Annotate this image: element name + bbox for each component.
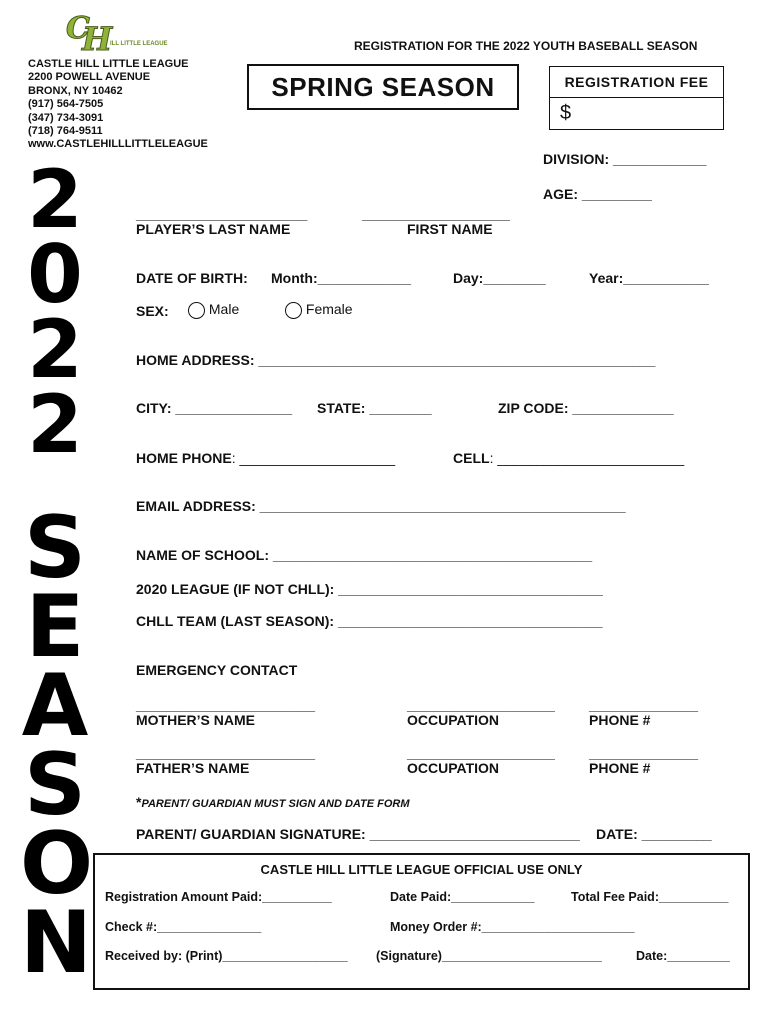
female-option[interactable] [285, 301, 353, 319]
dob-year-field[interactable]: Year:___________ [589, 270, 709, 286]
home-address-field[interactable]: HOME ADDRESS: ___________________________________________________ [136, 352, 656, 368]
season-char: N [20, 893, 92, 993]
home-phone-line[interactable]: : ____________________ [231, 450, 396, 466]
cell-field[interactable] [453, 450, 684, 466]
official-signature-field[interactable]: (Signature)_______________________ [376, 949, 602, 963]
father-occupation-line[interactable]: ___________________ [407, 745, 555, 761]
mother-name-line[interactable]: _______________________ [136, 697, 316, 713]
league-address [28, 58, 208, 152]
league-2020-field[interactable]: 2020 LEAGUE (IF NOT CHLL): __________________________________ [136, 581, 603, 597]
father-phone-label: PHONE # [589, 760, 651, 776]
mother-phone-label: PHONE # [589, 712, 651, 728]
website: www.CASTLEHILLLITTLELEAGUE [28, 138, 208, 151]
father-name-line[interactable]: _______________________ [136, 745, 316, 761]
season-char: O [20, 814, 94, 914]
chll-team-field[interactable]: CHLL TEAM (LAST SEASON): __________________________________ [136, 613, 603, 629]
male-radio[interactable] [188, 302, 205, 319]
guardian-note [136, 794, 410, 812]
dob-day-field[interactable]: Day:________ [453, 270, 546, 286]
mothers-name-label: MOTHER’S NAME [136, 712, 255, 728]
cell-line[interactable]: : ________________________ [489, 450, 685, 466]
father-phone-line[interactable]: ______________ [589, 745, 699, 761]
year-char: 2 [27, 303, 83, 396]
city-field[interactable]: CITY: _______________ [136, 400, 293, 416]
male-label: Male [208, 301, 240, 317]
dob-month-field[interactable]: Month:____________ [271, 270, 412, 286]
season-char: E [25, 577, 85, 677]
note-asterisk: * [136, 794, 142, 810]
first-name-line[interactable]: ___________________ [362, 206, 510, 222]
home-phone-field[interactable] [136, 450, 395, 466]
male-option[interactable] [188, 301, 239, 319]
fee-label: REGISTRATION FEE [550, 67, 723, 98]
official-use-title: CASTLE HILL LITTLE LEAGUE OFFICIAL USE ONLY [260, 862, 583, 877]
registration-title: REGISTRATION FOR THE 2022 YOUTH BASEBALL SEASON [354, 39, 698, 53]
father-occupation-label: OCCUPATION [407, 760, 500, 776]
division-field[interactable]: DIVISION: ____________ [543, 151, 707, 167]
received-by-field[interactable]: Received by: (Print)__________________ [105, 949, 348, 963]
phone-line: (347) 734-3091 [28, 111, 104, 124]
check-number-field[interactable]: Check #:_______________ [105, 920, 262, 934]
emergency-contact-heading: EMERGENCY CONTACT [136, 662, 298, 678]
svg-text:C: C [66, 11, 90, 46]
note-text: PARENT/ GUARDIAN MUST SIGN AND DATE FORM [141, 798, 410, 810]
dob-label: DATE OF BIRTH: [136, 270, 248, 286]
fathers-name-label: FATHER’S NAME [136, 760, 250, 776]
total-fee-paid-field[interactable]: Total Fee Paid:__________ [571, 890, 729, 904]
phone-line: (917) 564-7505 [28, 98, 104, 111]
mother-occupation-label: OCCUPATION [407, 712, 500, 728]
address-line: CASTLE HILL LITTLE LEAGUE [28, 58, 189, 70]
mother-phone-line[interactable]: ______________ [589, 697, 699, 713]
zip-code-field[interactable]: ZIP CODE: _____________ [498, 400, 674, 416]
last-name-line[interactable]: ______________________ [136, 206, 308, 222]
amount-paid-field[interactable]: Registration Amount Paid:__________ [105, 890, 332, 904]
vertical-year [20, 153, 90, 471]
guardian-signature-field[interactable]: PARENT/ GUARDIAN SIGNATURE: ___________________________ [136, 826, 580, 842]
year-char: 2 [27, 378, 83, 471]
fee-value[interactable]: $ [560, 102, 572, 124]
female-label: Female [305, 301, 353, 317]
official-date-field[interactable]: Date:_________ [636, 949, 730, 963]
registration-fee-box [549, 66, 724, 130]
home-phone-label: HOME PHONE [136, 450, 232, 466]
money-order-field[interactable]: Money Order #:______________________ [390, 920, 635, 934]
email-field[interactable]: EMAIL ADDRESS: _______________________________________________ [136, 498, 626, 514]
address-line: BRONX, NY 10462 [28, 84, 123, 97]
year-char: 0 [27, 228, 83, 321]
svg-text:ILL LITTLE LEAGUE: ILL LITTLE LEAGUE [110, 41, 168, 47]
svg-text:H: H [82, 20, 113, 58]
female-radio[interactable] [285, 302, 302, 319]
school-field[interactable]: NAME OF SCHOOL: _________________________________________ [136, 547, 593, 563]
league-logo [66, 8, 168, 58]
cell-label: CELL [453, 450, 490, 466]
season-char: S [24, 498, 86, 598]
season-box: SPRING SEASON [247, 64, 519, 110]
state-field[interactable]: STATE: ________ [317, 400, 432, 416]
age-field[interactable]: AGE: _________ [543, 186, 652, 202]
season-char: A [21, 656, 89, 756]
phone-line: (718) 764-9511 [28, 125, 103, 138]
mother-occupation-line[interactable]: ___________________ [407, 697, 555, 713]
date-paid-field[interactable]: Date Paid:____________ [390, 890, 535, 904]
sex-label: SEX: [136, 303, 169, 319]
last-name-label: PLAYER’S LAST NAME [136, 221, 291, 237]
season-char: S [24, 735, 86, 835]
year-char: 2 [27, 153, 83, 246]
vertical-season [20, 498, 94, 993]
signature-date-field[interactable]: DATE: _________ [596, 826, 712, 842]
first-name-label: FIRST NAME [407, 221, 493, 237]
address-line: 2200 POWELL AVENUE [28, 71, 151, 84]
